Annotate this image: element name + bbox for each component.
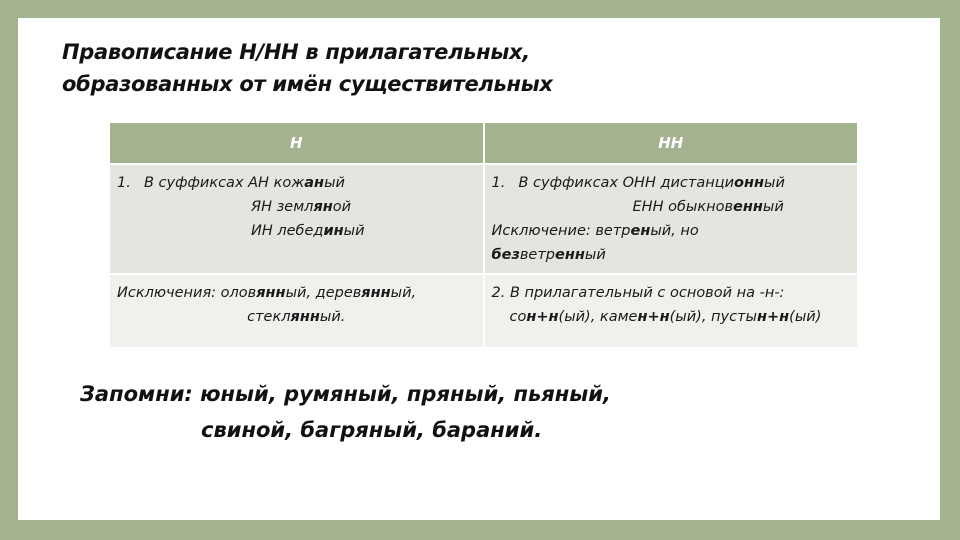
slide (18, 18, 940, 520)
cell-nn-rule2: 2. В прилагательный с основой на -н-: сон+н(ый), камен+н(ый), пустын+н(ый) (484, 274, 859, 348)
remember-note (80, 376, 611, 448)
title-line-2: образованных от имён существительных (62, 72, 553, 96)
slide-title (62, 36, 553, 100)
table-header-row (109, 122, 858, 164)
cell-n-exceptions: Исключения: оловянный, деревянный, стеклянный. (109, 274, 484, 348)
cell-n-rule1: 1. В суффиксах АН кожаный ЯН земляной ИН лебединый (109, 164, 484, 274)
remember-line-1: Запомни: юный, румяный, пряный, пьяный, (80, 382, 611, 406)
table-row (109, 164, 858, 274)
remember-line-2: свиной, багряный, бараний. (201, 418, 543, 442)
rules-table (108, 121, 859, 349)
header-n: Н (109, 122, 484, 164)
cell-nn-rule1: 1. В суффиксах ОНН дистанционный ЕНН обыкновенный Исключение: ветреный, но безветренный (484, 164, 859, 274)
table-row (109, 274, 858, 348)
title-line-1: Правописание Н/НН в прилагательных, (62, 40, 530, 64)
header-nn: НН (484, 122, 859, 164)
